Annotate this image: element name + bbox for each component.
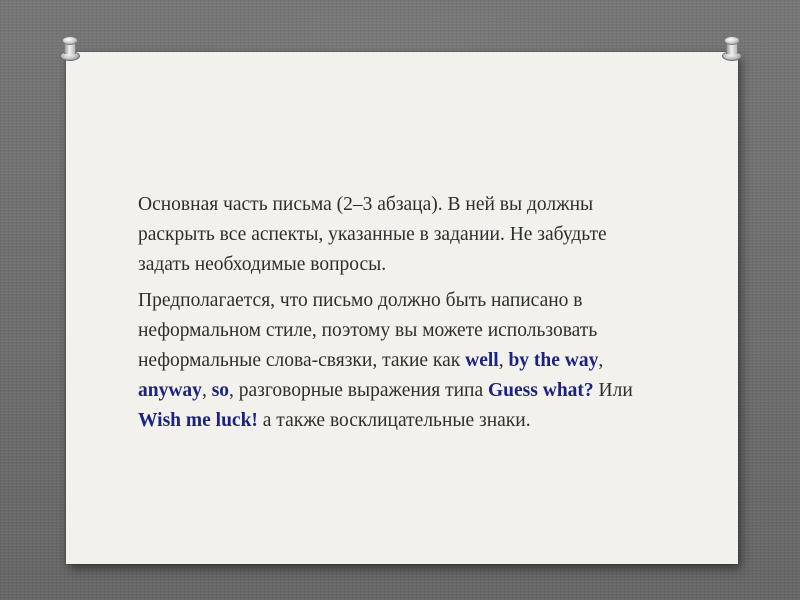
pushpin-left-icon bbox=[59, 36, 81, 62]
keyword-guess-what: Guess what? bbox=[488, 380, 594, 401]
keyword-wish-me-luck: Wish me luck! bbox=[138, 410, 258, 431]
paragraph-text: , разговорные выражения типа bbox=[229, 380, 489, 401]
separator: , bbox=[201, 380, 212, 401]
paragraph-text: Или bbox=[593, 380, 633, 401]
paragraph-main-part: Основная часть письма (2–3 абзаца). В ней вы должны раскрыть все аспекты, указанные в задании. Не забудьте задать необходимые вопросы. bbox=[138, 194, 607, 275]
paragraph-text: Предполагается, что письмо должно быть написано в неформальном стиле, поэтому вы можете использовать неформальные слова-связки, такие как bbox=[138, 290, 598, 371]
keyword-anyway: anyway bbox=[138, 380, 202, 401]
keyword-by-the-way: by the way bbox=[508, 350, 599, 371]
paragraph-informal-style bbox=[138, 286, 658, 436]
pushpin-cap bbox=[724, 36, 740, 45]
slide-text bbox=[138, 190, 658, 442]
keyword-well: well bbox=[465, 350, 499, 371]
keyword-so: so bbox=[211, 380, 230, 401]
pushpin-cap bbox=[62, 36, 78, 45]
separator: , bbox=[598, 350, 604, 371]
pushpin-right-icon bbox=[721, 36, 743, 62]
separator: , bbox=[498, 350, 509, 371]
paragraph-text: а также восклицательные знаки. bbox=[257, 410, 531, 431]
